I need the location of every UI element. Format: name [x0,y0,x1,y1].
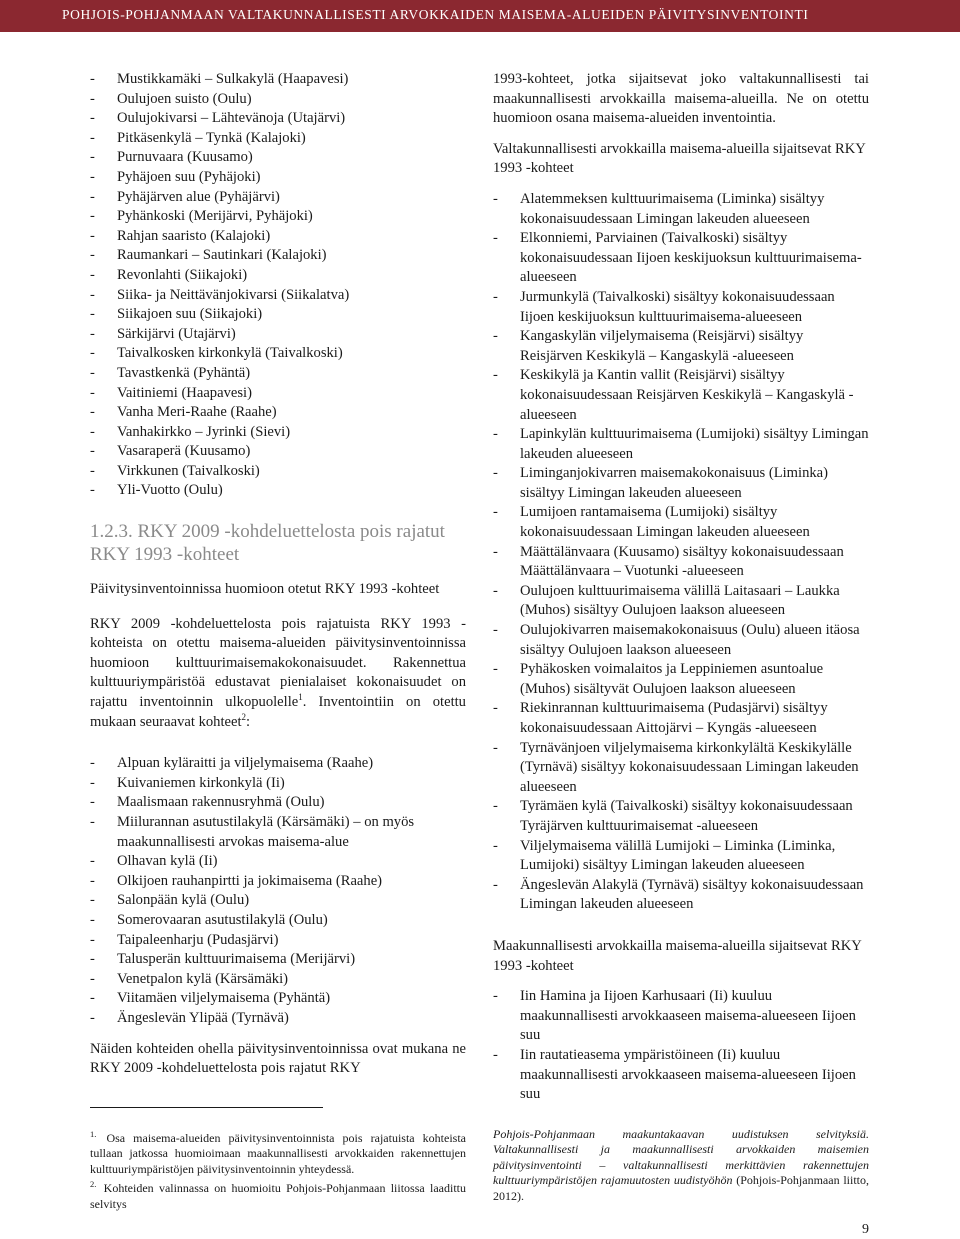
list-item: - Oulujokivarsi – Lähtevänoja (Utajärvi) [90,109,466,129]
paragraph-text: . Inventointiin on otettu mukaan seuraavat kohteet [90,694,466,730]
landscape-area-list [90,70,466,501]
list-item: - Virkkunen (Taivalkoski) [90,462,466,482]
list-item: - Venetpalon kylä (Kärsämäki) [90,970,466,990]
footnote-2 [90,1177,466,1212]
list-item: - Vanhakirkko – Jyrinki (Sievi) [90,423,466,443]
list-item: - Taipaleenharju (Pudasjärvi) [90,931,466,951]
list-item: - Viitamäen viljelymaisema (Pyhäntä) [90,989,466,1009]
list-item: - Tavastkenkä (Pyhäntä) [90,364,466,384]
list-item: - Pitkäsenkylä – Tynkä (Kalajoki) [90,129,466,149]
list-item: - Lapinkylän kulttuurimaisema (Lumijoki) sisältyy Limingan lakeuden alueeseen [493,425,869,464]
list-item: - Purnuvaara (Kuusamo) [90,148,466,168]
subheading: Valtakunnallisesti arvokkailla maisema-alueilla sijaitsevat RKY 1993 -kohteet [493,140,866,177]
footnote-text: Kohteiden valinnassa on huomioitu Pohjois-Pohjanmaan liitossa laadittu selvitys [90,1181,466,1211]
list-item: - Salonpään kylä (Oulu) [90,891,466,911]
list-item: - Alatemmeksen kulttuurimaisema (Liminka) sisältyy kokonaisuudessaan Limingan lakeuden alueeseen [493,190,869,229]
list-item: - Iin Hamina ja Iijoen Karhusaari (Ii) kuuluu maakunnallisesti arvokkaaseen maisema-alueeseen Iijoen suu [493,987,869,1046]
list-item: - Pyhäjoen suu (Pyhäjoki) [90,168,466,188]
national-area-rky-list [493,190,869,915]
footnote-text: Osa maisema-alueiden päivitysinventoinnista pois rajatuista kohteista tullaan jatkossa huomioimaan maakunnallisesti arvokkaiden rakennettujen kulttuuriympäristöjen päivitysinventoinnin yhteydessä. [90,1131,466,1176]
footnote-divider [90,1107,323,1108]
paragraph: 1993-kohteet, jotka sijaitsevat joko valtakunnallisesti tai maakunnallisesti arvokkailla maisema-alueilla. Ne on otettu huomioon osana maisema-alueiden inventointia. [493,71,869,127]
footnote-ref: 1 [298,692,303,703]
paragraph-text: : [246,713,251,730]
list-item: - Taivalkosken kirkonkylä (Taivalkoski) [90,344,466,364]
right-column [493,70,869,1105]
list-item: - Särkijärvi (Utajärvi) [90,325,466,345]
list-item: - Revonlahti (Siikajoki) [90,266,466,286]
subheading: Päivitysinventoinnissa huomioon otetut RKY 1993 -kohteet [90,581,440,598]
list-item: - Maalismaan rakennusryhmä (Oulu) [90,793,466,813]
list-item: - Siika- ja Neittävänjokivarsi (Siikalatva) [90,286,466,306]
header-title: POHJOIS-POHJANMAAN VALTAKUNNALLISESTI ARVOKKAIDEN MAISEMA-ALUEIDEN PÄIVITYSINVENTOINTI [62,7,809,22]
rky-site-list [90,754,466,1028]
list-item: - Olhavan kylä (Ii) [90,852,466,872]
page-number: 9 [862,1222,869,1237]
footnote-ref: 2 [241,711,247,722]
list-item: - Oulujoen kulttuurimaisema välillä Laitasaari – Laukka (Muhos) sisältyy Oulujoen laakson alueeseen [493,582,869,621]
paragraph-text: RKY 2009 -kohdeluettelosta pois rajatuista RKY 1993 -kohteista on otettu maisema-alueiden päivitysinventoinnissa huomioon kulttuurimaisemakokonaisuudet. Rakennettua kulttuuriympäristöä edustavat pienialaiset kokonaisuudet on rajattu inventoinnin ulkopuolelle [90,615,466,711]
list-item: - Pyhäjärven alue (Pyhäjärvi) [90,188,466,208]
list-item: - Rahjan saaristo (Kalajoki) [90,227,466,247]
list-item: - Pyhänkoski (Merijärvi, Pyhäjoki) [90,207,466,227]
list-item: - Kuivaniemen kirkonkylä (Ii) [90,774,466,794]
footnote-1 [90,1127,466,1177]
list-item: - Keskikylä ja Kantin vallit (Reisjärvi) sisältyy kokonaisuudessaan Reisjärven Keskikylä – Kangaskylä -alueeseen [493,366,869,425]
paragraph [90,615,466,733]
list-item: - Jurmunkylä (Taivalkoski) sisältyy kokonaisuudessaan Iijoen keskijuoksun kulttuurimaisema-alueeseen [493,288,869,327]
list-item: - Raumankari – Sautinkari (Kalajoki) [90,246,466,266]
list-item: - Alpuan kyläraitti ja viljelymaisema (Raahe) [90,754,466,774]
footnote-2-continued [493,1127,869,1204]
footnotes-left [90,1127,466,1212]
list-item: - Vaitiniemi (Haapavesi) [90,384,466,404]
list-item: - Mustikkamäki – Sulkakylä (Haapavesi) [90,70,466,90]
list-item: - Lumijoen rantamaisema (Lumijoki) sisältyy kokonaisuudessaan Limingan lakeuden alueeseen [493,503,869,542]
list-item: - Vanha Meri-Raahe (Raahe) [90,403,466,423]
list-item: - Määttälänvaara (Kuusamo) sisältyy kokonaisuudessaan Määttälänvaara – Vuotunki -alueeseen [493,543,869,582]
section-heading: 1.2.3. RKY 2009 -kohdeluettelosta pois rajatut RKY 1993 -kohteet [90,521,445,566]
list-item: - Oulujoen suisto (Oulu) [90,90,466,110]
list-item: - Siikajoen suu (Siikajoki) [90,305,466,325]
list-item: - Elkonniemi, Parviainen (Taivalkoski) sisältyy kokonaisuudessaan Iijoen keskijuoksun kulttuurimaisema-alueeseen [493,229,869,288]
footnote-italic-text: Pohjois-Pohjanmaan maakuntakaavan uudistuksen selvityksiä. Valtakunnallisesti ja maakunnallisesti arvokkaiden maisemien päivitysinventointi – valtakunnallisesti merkittävien rakennettujen kulttuuriympäristöjen rajamuutosten uudistyöhön [493,1127,869,1188]
footnote-number: 2. [90,1179,97,1190]
regional-area-rky-list [493,987,869,1105]
list-item: - Vasaraperä (Kuusamo) [90,442,466,462]
list-item: - Miilurannan asutustilakylä (Kärsämäki) – on myös maakunnallisesti arvokas maisema-alue [90,813,466,852]
list-item: - Pyhäkosken voimalaitos ja Leppiniemen asuntoalue (Muhos) sisältyvät Oulujoen laakson alueeseen [493,660,869,699]
footnotes-right [493,1127,869,1204]
list-item: - Oulujokivarren maisemakokonaisuus (Oulu) alueen itäosa sisältyy Oulujoen laakson alueeseen [493,621,869,660]
footnote-text: (Pohjois-Pohjanmaan liitto, 2012). [493,1173,869,1203]
list-item: - Ängeslevän Ylipää (Tyrnävä) [90,1009,466,1029]
list-item: - Liminganjokivarren maisemakokonaisuus (Liminka) sisältyy Limingan lakeuden alueeseen [493,464,869,503]
page-header [0,0,960,32]
list-item: - Ängeslevän Alakylä (Tyrnävä) sisältyy kokonaisuudessaan Limingan lakeuden alueeseen [493,876,869,915]
list-item: - Somerovaaran asutustilakylä (Oulu) [90,911,466,931]
left-column [90,70,466,1079]
list-item: - Riekinrannan kulttuurimaisema (Pudasjärvi) sisältyy kokonaisuudessaan Aittojärvi – Kyngäs -alueeseen [493,699,869,738]
subheading: Maakunnallisesti arvokkailla maisema-alueilla sijaitsevat RKY 1993 -kohteet [493,937,862,974]
list-item: - Tyrämäen kylä (Taivalkoski) sisältyy kokonaisuudessaan Tyräjärven kulttuurimaisemat -alueeseen [493,797,869,836]
list-item: - Iin rautatieasema ympäristöineen (Ii) kuuluu maakunnallisesti arvokkaaseen maisema-alueeseen Iijoen suu [493,1046,869,1105]
list-item: - Olkijoen rauhanpirtti ja jokimaisema (Raahe) [90,872,466,892]
footnote-number: 1. [90,1129,97,1139]
list-item: - Kangaskylän viljelymaisema (Reisjärvi) sisältyy Reisjärven Keskikylä – Kangaskylä -alueeseen [493,327,869,366]
list-item: - Yli-Vuotto (Oulu) [90,481,466,501]
list-item: - Talusperän kulttuurimaisema (Merijärvi) [90,950,466,970]
list-item: - Tyrnävänjoen viljelymaisema kirkonkylältä Keskikylälle (Tyrnävä) sisältyy kokonaisuudessaan Limingan lakeuden alueeseen [493,739,869,798]
list-item: - Viljelymaisema välillä Lumijoki – Liminka (Liminka, Lumijoki) sisältyy Limingan lakeuden alueeseen [493,837,869,876]
paragraph: Näiden kohteiden ohella päivitysinventoinnissa ovat mukana ne RKY 2009 -kohdeluettelosta pois rajatut RKY [90,1040,466,1077]
